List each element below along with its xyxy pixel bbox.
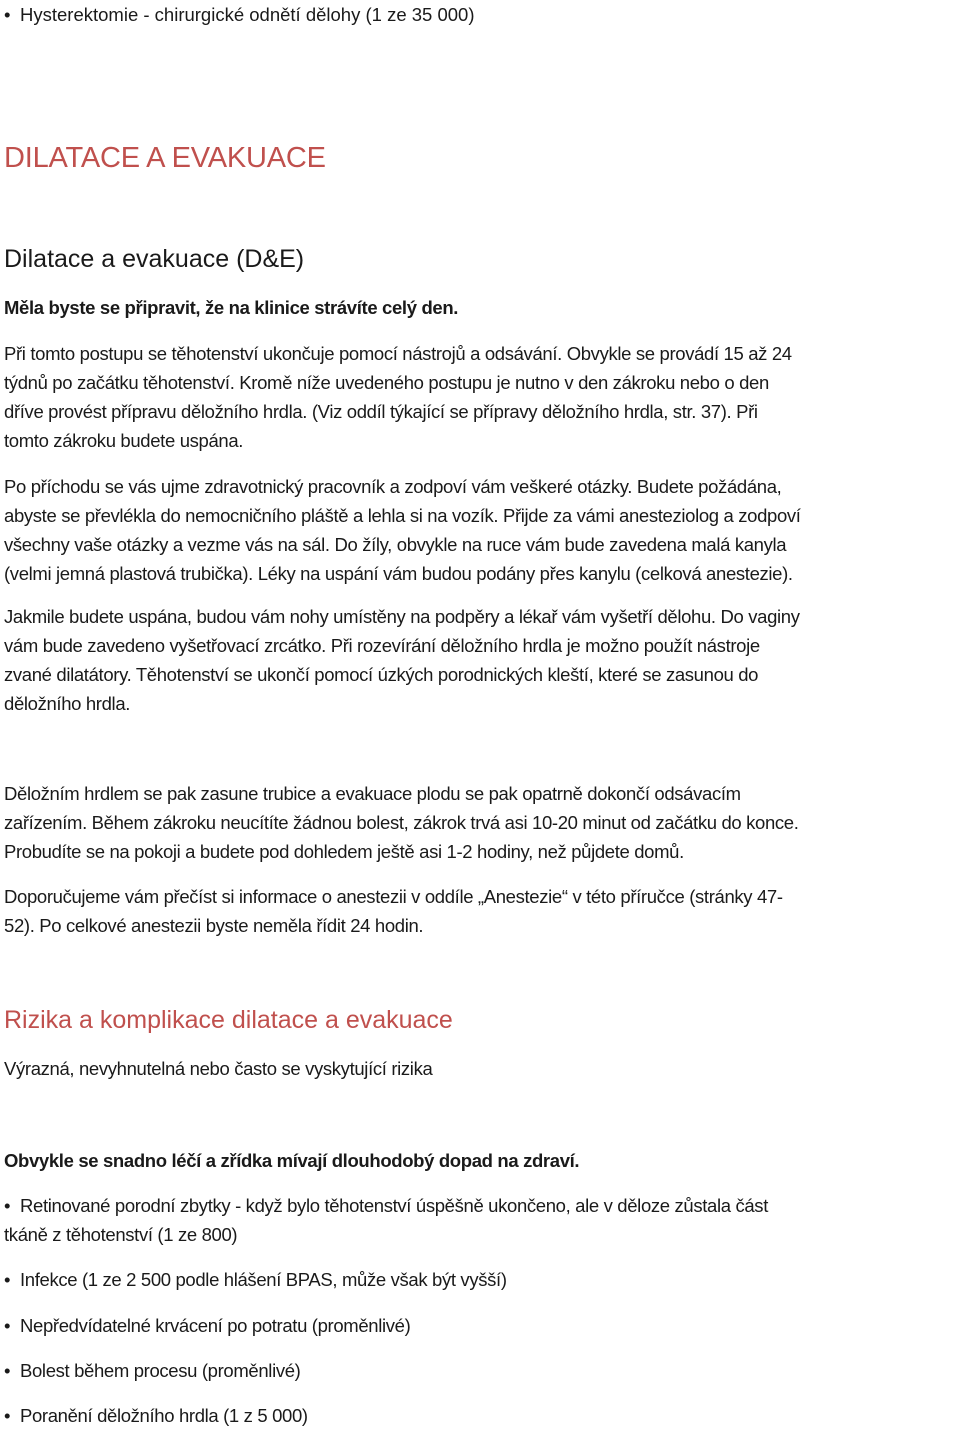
risk-item-retained-tissue-cont: tkáně z těhotenství (1 ze 800): [4, 1224, 238, 1245]
risk-item-retained-tissue: [4, 1191, 768, 1220]
risk-item-text: Nepředvídatelné krvácení po potratu (proměnlivé): [20, 1315, 411, 1336]
paragraph-1-line-4: tomto zákroku budete uspána.: [4, 430, 244, 451]
risk-item-text: Retinované porodní zbytky - když bylo těhotenství úspěšně ukončeno, ale v děloze zůstala část: [20, 1195, 768, 1216]
paragraph-2-line-4: (velmi jemná plastová trubička). Léky na uspání vám budou podány přes kanylu (celková anestezie).: [4, 563, 793, 584]
paragraph-1-line-2: týdnů po začátku těhotenství. Kromě níže uvedeného postupu je nutno v den zákroku nebo o den: [4, 372, 769, 393]
risk-item-cervix-injury: [4, 1401, 308, 1430]
paragraph-3-line-2: vám bude zavedeno vyšetřovací zrcátko. Při rozevírání děložního hrdla je možno použít nástroje: [4, 635, 760, 656]
section-title: DILATACE A EVAKUACE: [4, 142, 326, 174]
paragraph-3-line-1: Jakmile budete uspána, budou vám nohy umístěny na podpěry a lékař vám vyšetří dělohu. Do vaginy: [4, 606, 800, 627]
paragraph-4-line-3: Probudíte se na pokoji a budete pod dohledem ještě asi 1-2 hodiny, než půjdete domů.: [4, 841, 684, 862]
paragraph-2-line-3: všechny vaše otázky a vezme vás na sál. Do žíly, obvykle na ruce vám bude zavedena malá kanyla: [4, 534, 787, 555]
risk-item-text: Poranění děložního hrdla (1 z 5 000): [20, 1405, 308, 1426]
risk-item-text: Infekce (1 ze 2 500 podle hlášení BPAS, může však být vyšší): [20, 1269, 507, 1290]
top-bullet-item: [4, 0, 475, 29]
risk-item-text: Bolest během procesu (proměnlivé): [20, 1360, 301, 1381]
subtitle: Dilatace a evakuace (D&E): [4, 245, 305, 273]
risk-item-infection: [4, 1265, 507, 1294]
paragraph-1-line-1: Při tomto postupu se těhotenství ukončuje pomocí nástrojů a odsávání. Obvykle se provádí 15 až 24: [4, 343, 792, 364]
risk-item-pain: [4, 1356, 300, 1385]
paragraph-2-line-1: Po příchodu se vás ujme zdravotnický pracovník a zodpoví vám veškeré otázky. Budete požádána,: [4, 476, 782, 497]
paragraph-3-line-3: zvané dilatátory. Těhotenství se ukončí pomocí úzkých porodnických kleští, které se zasunou do: [4, 664, 759, 685]
risks-title: Rizika a komplikace dilatace a evakuace: [4, 1006, 453, 1034]
risks-subtitle: Výrazná, nevyhnutelná nebo často se vyskytující rizika: [4, 1058, 433, 1079]
paragraph-4-line-2: zařízením. Během zákroku neucítíte žádnou bolest, zákrok trvá asi 10-20 minut od začátku do konce.: [4, 812, 799, 833]
paragraph-5-line-1: Doporučujeme vám přečíst si informace o anestezii v oddíle „Anestezie“ v této příručce (stránky 47-: [4, 886, 783, 907]
paragraph-5-line-2: 52). Po celkové anestezii byste neměla řídit 24 hodin.: [4, 915, 424, 936]
paragraph-1-line-3: dříve provést přípravu děložního hrdla. (Viz oddíl týkající se přípravy děložního hrdla, str. 37). Při: [4, 401, 758, 422]
paragraph-3-line-4: děložního hrdla.: [4, 693, 131, 714]
paragraph-2-line-2: abyste se převlékla do nemocničního pláště a lehla si na vozík. Přijde za vámi anesteziolog a zodpoví: [4, 505, 801, 526]
risks-bold-note: Obvykle se snadno léčí a zřídka mívají dlouhodobý dopad na zdraví.: [4, 1150, 580, 1171]
intro-bold: Měla byste se připravit, že na klinice strávíte celý den.: [4, 297, 459, 318]
paragraph-4-line-1: Děložním hrdlem se pak zasune trubice a evakuace plodu se pak opatrně dokončí odsávacím: [4, 783, 741, 804]
risk-item-bleeding: [4, 1311, 410, 1340]
top-bullet-text: Hysterektomie - chirurgické odnětí dělohy (1 ze 35 000): [20, 4, 475, 25]
